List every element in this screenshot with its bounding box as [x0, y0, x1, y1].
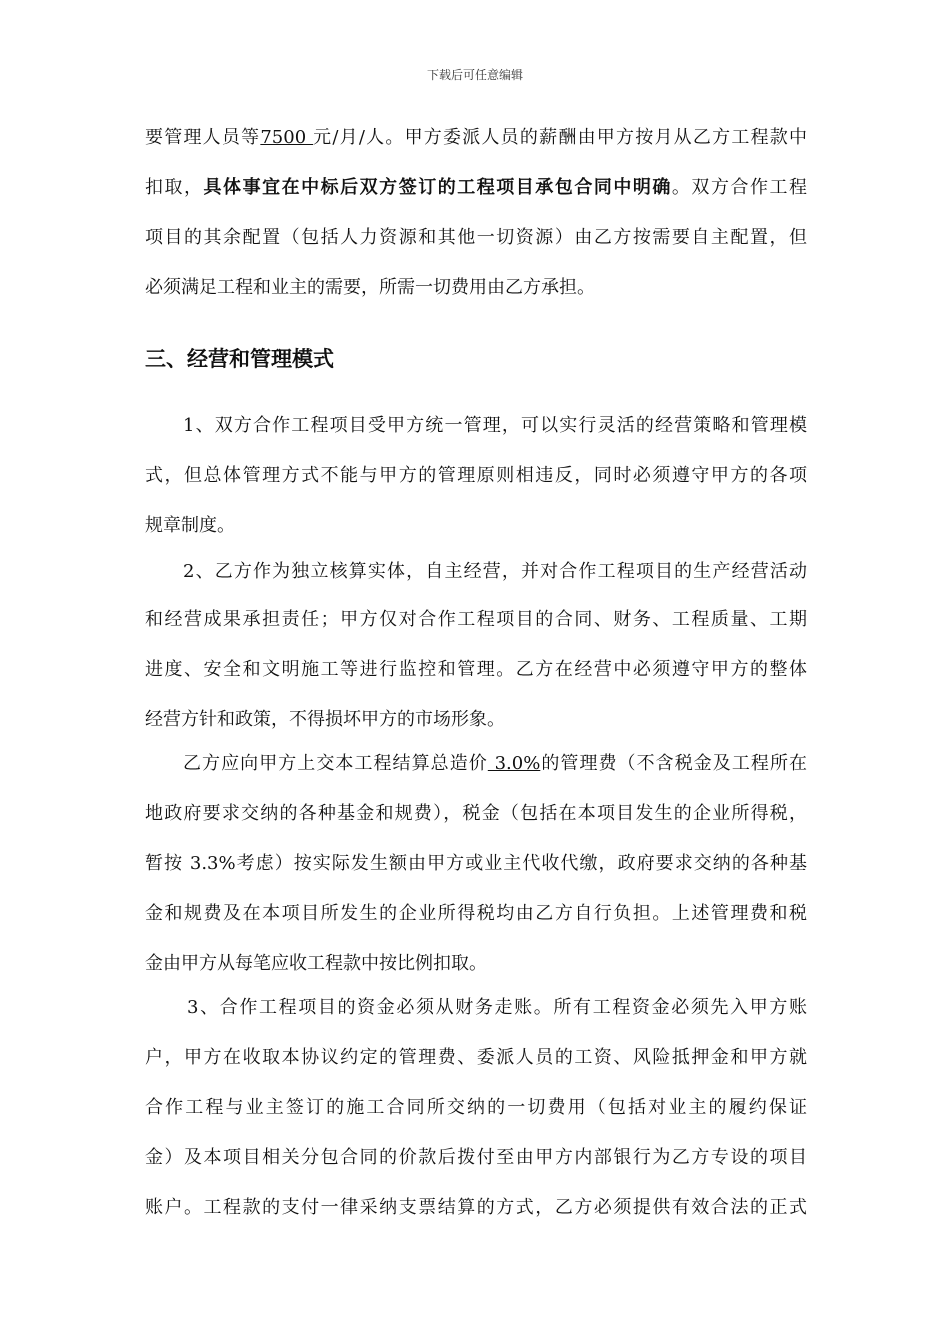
- paragraph-line: 3、合作工程项目的资金必须从财务走账。所有工程资金必须先入甲方账: [187, 997, 807, 1018]
- paragraph-line: 必须满足工程和业主的需要，所需一切费用由乙方承担。: [145, 277, 595, 298]
- paragraph-line: 金和规费及在本项目所发生的企业所得税均由乙方自行负担。上述管理费和税: [145, 903, 807, 924]
- paragraph-line: 合作工程与业主签订的施工合同所交纳的一切费用（包括对业主的履约保证: [145, 1097, 807, 1118]
- salary-amount: 7500: [260, 127, 314, 148]
- paragraph-line: 经营方针和政策，不得损坏甲方的市场形象。: [145, 709, 505, 730]
- page-header-note: 下载后可任意编辑: [426, 68, 523, 82]
- paragraph-line: 户，甲方在收取本协议约定的管理费、委派人员的工资、风险抵押金和甲方就: [145, 1047, 807, 1068]
- paragraph-line: 进度、安全和文明施工等进行监控和管理。乙方在经营中必须遵守甲方的整体: [145, 659, 807, 680]
- fee-rate: 3.0%: [487, 753, 541, 774]
- paragraph-line: 金由甲方从每笔应收工程款中按比例扣取。: [145, 953, 487, 974]
- bold-clause: 具体事宜在中标后双方签订的工程项目承包合同中明确: [203, 177, 672, 198]
- paragraph-line: 暂按 3.3%考虑）按实际发生额由甲方或业主代收代缴，政府要求交纳的各种基: [145, 853, 807, 874]
- paragraph-line: 1、双方合作工程项目受甲方统一管理，可以实行灵活的经营策略和管理模: [183, 415, 807, 436]
- paragraph-line: 2、乙方作为独立核算实体，自主经营，并对合作工程项目的生产经营活动: [183, 561, 807, 582]
- paragraph-line: 式，但总体管理方式不能与甲方的管理原则相违反，同时必须遵守甲方的各项: [145, 465, 807, 486]
- paragraph-line: 和经营成果承担责任；甲方仅对合作工程项目的合同、财务、工程质量、工期: [145, 609, 807, 630]
- paragraph-line: 扣取，具体事宜在中标后双方签订的工程项目承包合同中明确。双方合作工程: [145, 177, 807, 198]
- paragraph-line: 规章制度。: [145, 515, 235, 536]
- paragraph-line: 项目的其余配置（包括人力资源和其他一切资源）由乙方按需要自主配置，但: [145, 227, 807, 248]
- section-heading: 三、经营和管理模式: [145, 347, 334, 371]
- paragraph-line: 账户。工程款的支付一律采纳支票结算的方式，乙方必须提供有效合法的正式: [145, 1197, 807, 1218]
- paragraph-line: 地政府要求交纳的各种基金和规费），税金（包括在本项目发生的企业所得税，: [145, 803, 807, 824]
- paragraph-line: 要管理人员等7500 元/月/人。甲方委派人员的薪酬由甲方按月从乙方工程款中: [145, 127, 807, 148]
- paragraph-line: 乙方应向甲方上交本工程结算总造价 3.0%的管理费（不含税金及工程所在: [183, 753, 807, 774]
- paragraph-line: 金）及本项目相关分包合同的价款后拨付至由甲方内部银行为乙方专设的项目: [145, 1147, 807, 1168]
